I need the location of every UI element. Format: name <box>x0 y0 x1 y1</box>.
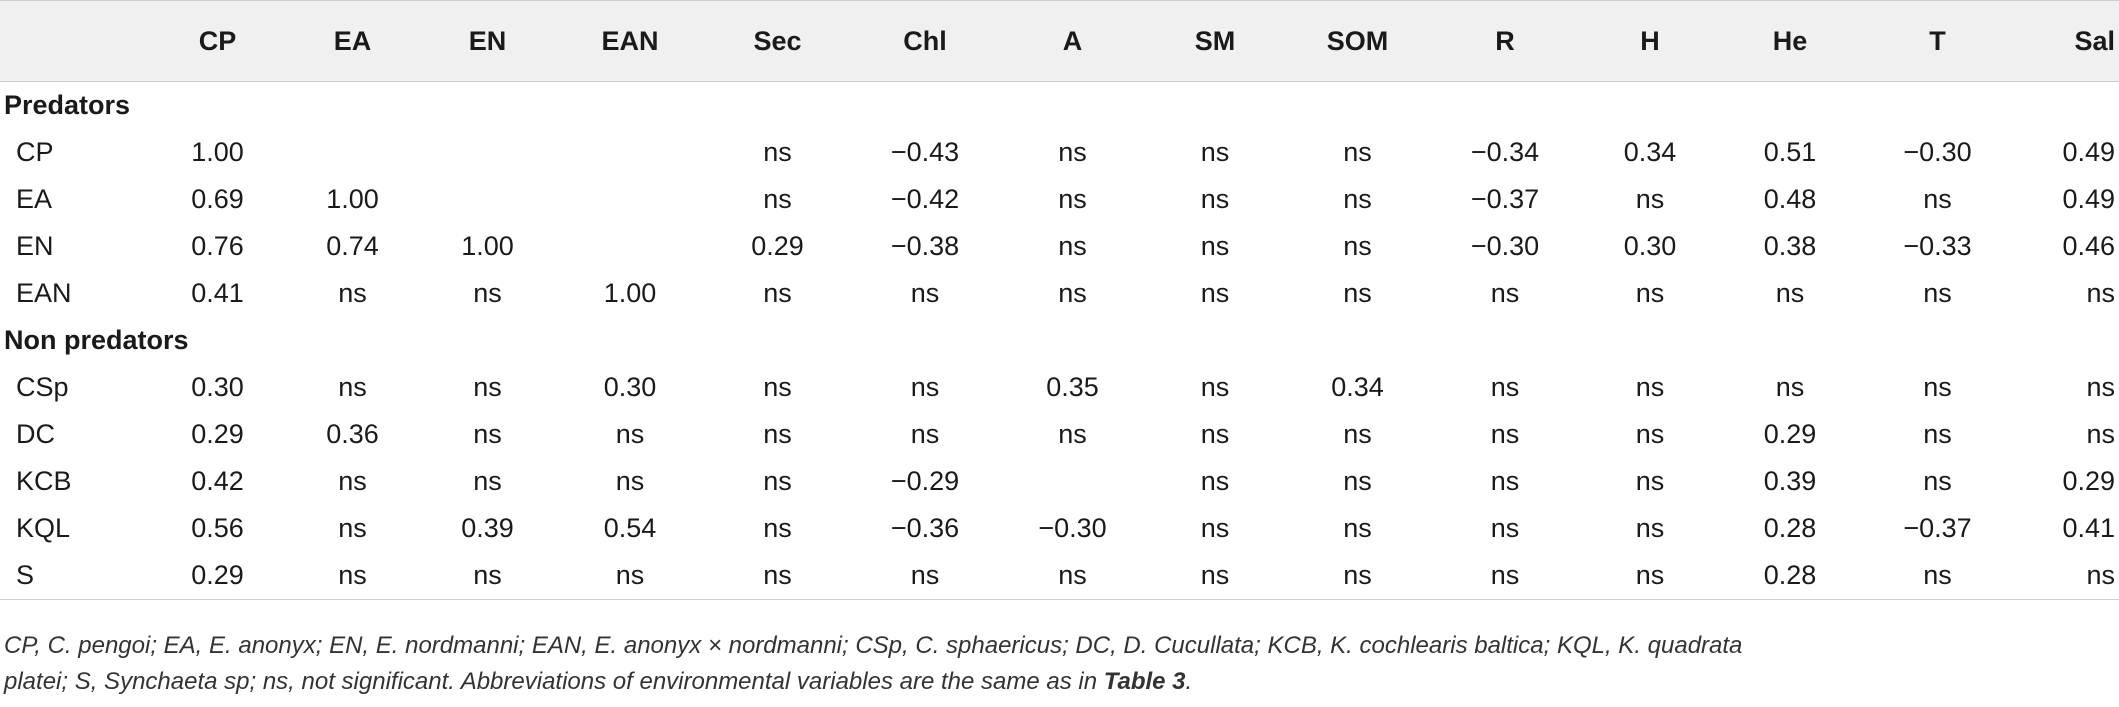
table-cell: ns <box>850 552 1000 600</box>
row-label: EA <box>16 184 53 214</box>
table-cell: 0.29 <box>2062 466 2115 496</box>
table-cell: 0.30 <box>191 372 244 402</box>
column-header-h: H <box>1580 1 1720 82</box>
table-cell: ns <box>2086 419 2115 449</box>
table-cell: 1.00 <box>191 137 244 167</box>
table-cell: ns <box>1200 231 1230 261</box>
table-row <box>0 552 2119 600</box>
table-cell: 1.00 <box>461 231 514 261</box>
table-cell: ns <box>1343 231 1372 261</box>
table-cell: ns <box>910 419 940 449</box>
table-cell: ns <box>763 466 792 496</box>
table-cell: ns <box>763 137 792 167</box>
table-cell: ns <box>1200 513 1230 543</box>
table-cell: ns <box>1490 513 1520 543</box>
table-cell: ns <box>1923 372 1952 402</box>
table-cell: 0.29 <box>150 552 285 600</box>
table-cell: ns <box>473 419 502 449</box>
table-cell: ns <box>338 466 367 496</box>
table-cell: ns <box>1285 552 1430 600</box>
row-label: CSp <box>16 372 69 402</box>
table-cell: 0.74 <box>326 231 379 261</box>
table-cell: ns <box>473 278 502 308</box>
table-cell: 0.34 <box>1331 372 1384 402</box>
row-label: CP <box>16 137 54 167</box>
table-cell: 0.29 <box>1763 419 1817 449</box>
table-cell: ns <box>1200 419 1230 449</box>
table-cell: ns <box>1200 466 1230 496</box>
table-cell: 0.38 <box>1763 231 1817 261</box>
table-cell: ns <box>1200 372 1230 402</box>
table-cell: ns <box>1200 137 1230 167</box>
table-cell: 0.56 <box>191 513 244 543</box>
table-cell <box>420 176 555 223</box>
table-cell: ns <box>1343 466 1372 496</box>
table-cell: ns <box>1490 419 1520 449</box>
table-cell: −0.43 <box>890 137 960 167</box>
table-cell: 0.54 <box>603 513 657 543</box>
column-header-som: SOM <box>1285 1 1430 82</box>
table-cell: ns <box>473 372 502 402</box>
table-cell: ns <box>1200 184 1230 214</box>
table-cell: 0.46 <box>2062 231 2115 261</box>
table-header <box>0 1 2119 82</box>
column-header-a: A <box>1000 1 1145 82</box>
table-cell: ns <box>1430 552 1580 600</box>
table-cell: ns <box>420 552 555 600</box>
table-cell: 0.35 <box>1046 372 1099 402</box>
table-cell <box>555 129 705 176</box>
table-cell: 0.51 <box>1763 137 1817 167</box>
table-cell: 1.00 <box>326 184 379 214</box>
table-cell: 1.00 <box>603 278 657 308</box>
table-cell: ns <box>2015 552 2119 600</box>
table-cell: ns <box>1490 466 1520 496</box>
table-cell: ns <box>1635 184 1665 214</box>
table-cell: 0.41 <box>2062 513 2115 543</box>
table-cell <box>420 129 555 176</box>
table-cell: ns <box>338 513 367 543</box>
table-row <box>0 270 2119 317</box>
footnote-line-2 <box>4 664 2104 700</box>
table-cell: ns <box>1635 278 1665 308</box>
table-cell: ns <box>1580 552 1720 600</box>
table-cell <box>555 176 705 223</box>
column-header-t: T <box>1860 1 2015 82</box>
column-header-r: R <box>1430 1 1580 82</box>
table-cell: ns <box>1860 552 2015 600</box>
table-cell: ns <box>1058 137 1087 167</box>
table-footnote <box>4 628 2104 700</box>
table-cell: ns <box>1923 184 1952 214</box>
table-cell: ns <box>1343 278 1372 308</box>
table-cell: ns <box>615 466 645 496</box>
table-cell: ns <box>910 278 940 308</box>
table-cell: 0.48 <box>1763 184 1817 214</box>
column-header-sm: SM <box>1145 1 1285 82</box>
table-cell: −0.33 <box>1903 231 1972 261</box>
table-cell: ns <box>1923 278 1952 308</box>
table-cell: ns <box>1058 419 1087 449</box>
column-header-ean: EAN <box>555 1 705 82</box>
column-header-cp: CP <box>150 1 285 82</box>
table-cell: −0.30 <box>1038 513 1107 543</box>
table-cell: −0.42 <box>890 184 960 214</box>
table-cell: ns <box>1635 466 1665 496</box>
table-cell: ns <box>910 372 940 402</box>
table-cell: ns <box>1058 184 1087 214</box>
table-cell: ns <box>1343 513 1372 543</box>
table-cell: −0.30 <box>1470 231 1540 261</box>
footnote-line-1: CP, C. pengoi; EA, E. anonyx; EN, E. nordmanni; EAN, E. anonyx × nordmanni; CSp, C. sphaericus; DC, D. Cucullata; KCB, K. cochlearis baltica; KQL, K. quadrata <box>4 632 1743 659</box>
table-cell: ns <box>1343 419 1372 449</box>
table-cell: −0.30 <box>1903 137 1972 167</box>
table-cell: ns <box>763 184 792 214</box>
column-header-sal: Sal <box>2015 1 2119 82</box>
table-cell: ns <box>1343 137 1372 167</box>
table-cell: 0.39 <box>1763 466 1817 496</box>
table-cell: ns <box>1923 419 1952 449</box>
table-cell: 0.49 <box>2062 137 2115 167</box>
table-cell: 0.29 <box>751 231 804 261</box>
table-cell: 0.42 <box>191 466 244 496</box>
table-cell: ns <box>2086 372 2115 402</box>
table-3-reference: Table 3 <box>1103 668 1186 695</box>
table-cell: 0.28 <box>1763 513 1817 543</box>
table-cell: ns <box>2086 278 2115 308</box>
table-cell: 0.69 <box>191 184 244 214</box>
table-cell: ns <box>1145 552 1285 600</box>
table-cell: 0.76 <box>191 231 244 261</box>
table-cell: ns <box>1000 552 1145 600</box>
column-header-he: He <box>1720 1 1860 82</box>
table-cell <box>1000 458 1145 505</box>
column-header-en: EN <box>420 1 555 82</box>
table-cell: ns <box>1635 513 1665 543</box>
table-cell: ns <box>1490 372 1520 402</box>
table-cell: ns <box>285 552 420 600</box>
table-cell: −0.38 <box>890 231 960 261</box>
table-cell: ns <box>763 419 792 449</box>
row-label: EN <box>16 231 54 261</box>
group-row <box>0 317 2119 364</box>
table-cell: ns <box>615 419 645 449</box>
table-cell: ns <box>1343 184 1372 214</box>
table-cell: ns <box>1775 372 1805 402</box>
header-row <box>0 1 2119 82</box>
table-row <box>0 176 2119 223</box>
row-label: KCB <box>16 466 72 496</box>
table-row <box>0 223 2119 270</box>
table-cell <box>285 129 420 176</box>
table-cell: 0.34 <box>1623 137 1677 167</box>
table-cell: ns <box>338 372 367 402</box>
table-cell: 0.41 <box>191 278 244 308</box>
column-header-ea: EA <box>285 1 420 82</box>
row-label: DC <box>16 419 55 449</box>
table-cell: ns <box>473 466 502 496</box>
table-cell: 0.49 <box>2062 184 2115 214</box>
table-cell: ns <box>1058 278 1087 308</box>
table-cell: ns <box>1058 231 1087 261</box>
table-cell: −0.34 <box>1470 137 1540 167</box>
row-label: S <box>0 552 150 600</box>
column-header-chl: Chl <box>850 1 1000 82</box>
table-cell: 0.29 <box>191 419 244 449</box>
table-row <box>0 505 2119 552</box>
group-row <box>0 82 2119 130</box>
table-cell: −0.36 <box>890 513 960 543</box>
group-label: Non predators <box>4 325 189 355</box>
footnote-line-2-text: platei; S, Synchaeta sp; ns, not significant. Abbreviations of environmental variables are the same as in <box>4 668 1104 695</box>
row-label: EAN <box>16 278 72 308</box>
row-label: KQL <box>16 513 71 543</box>
table-row <box>0 411 2119 458</box>
group-label: Predators <box>4 90 131 120</box>
table-row <box>0 129 2119 176</box>
footnote-line-2-end: . <box>1185 668 1193 695</box>
table-row <box>0 458 2119 505</box>
table-cell: 0.30 <box>1623 231 1677 261</box>
table-cell: 0.36 <box>326 419 379 449</box>
table-cell: ns <box>1490 278 1520 308</box>
table-cell: ns <box>1635 372 1665 402</box>
table-cell: ns <box>1923 466 1952 496</box>
table-cell: 0.28 <box>1720 552 1860 600</box>
table-cell: ns <box>705 552 850 600</box>
column-header-sec: Sec <box>705 1 850 82</box>
table-cell: −0.37 <box>1470 184 1540 214</box>
table-cell: ns <box>338 278 367 308</box>
table-row <box>0 364 2119 411</box>
table-body <box>0 82 2119 600</box>
header-corner-cell <box>0 1 150 82</box>
table-cell: ns <box>1200 278 1230 308</box>
table-cell: ns <box>763 372 792 402</box>
table-cell: 0.30 <box>603 372 657 402</box>
table-cell <box>555 223 705 270</box>
table-cell: ns <box>1775 278 1805 308</box>
table-cell: −0.37 <box>1903 513 1972 543</box>
table-cell: ns <box>763 513 792 543</box>
table-cell: −0.29 <box>890 466 960 496</box>
table-cell: ns <box>763 278 792 308</box>
table-cell: ns <box>1635 419 1665 449</box>
table-cell: 0.39 <box>461 513 514 543</box>
table-cell: ns <box>555 552 705 600</box>
